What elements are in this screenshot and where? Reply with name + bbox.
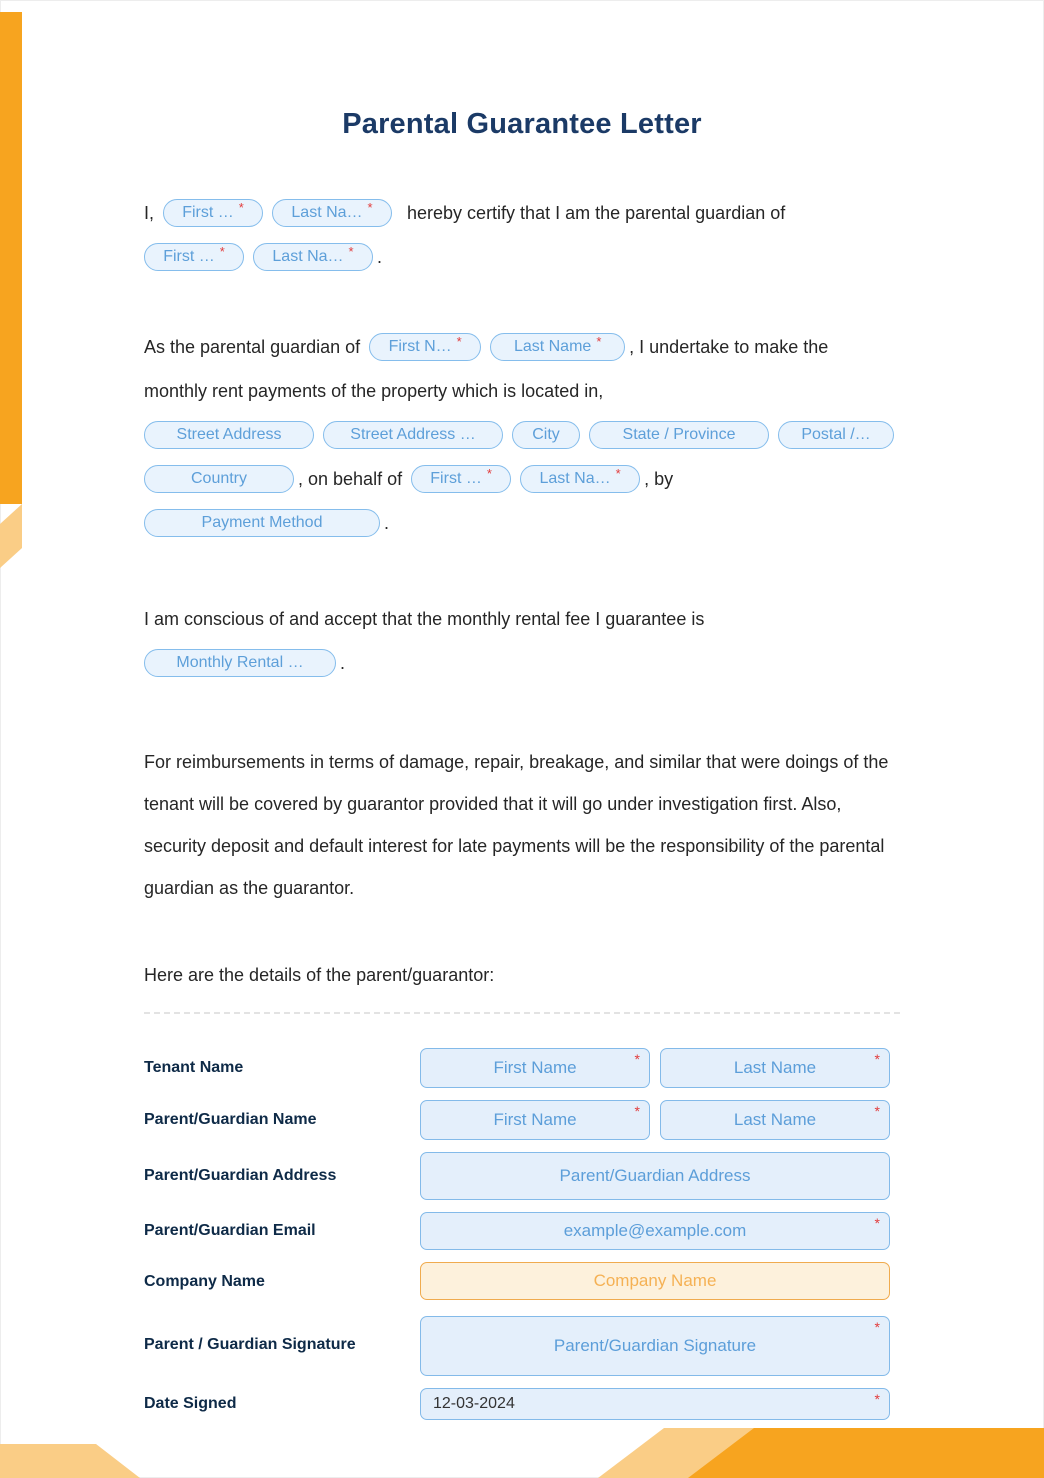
ward-first-name-field[interactable] bbox=[144, 243, 244, 271]
guardian-last-name-input[interactable] bbox=[660, 1100, 890, 1140]
tenant-name-label: Tenant Name bbox=[144, 1059, 244, 1076]
bottom-light-accent bbox=[598, 1428, 760, 1478]
undertaking-text-6: . bbox=[384, 512, 390, 533]
required-asterisk: * bbox=[874, 1319, 880, 1335]
tenant-last-name-input[interactable] bbox=[660, 1048, 890, 1088]
required-asterisk: * bbox=[634, 1051, 640, 1067]
tenant-first-name-input-placeholder: First Name bbox=[493, 1058, 577, 1077]
date-signed-fields bbox=[420, 1388, 890, 1420]
company-name-row bbox=[144, 1262, 900, 1302]
tenant-first-name-input[interactable] bbox=[420, 1048, 650, 1088]
company-name-label: Company Name bbox=[144, 1273, 265, 1290]
required-asterisk: * bbox=[367, 199, 373, 215]
rental-fee-line-1 bbox=[144, 597, 900, 641]
required-asterisk: * bbox=[456, 333, 462, 349]
guardian-first-name-input-placeholder: First Name bbox=[493, 1110, 577, 1129]
guardian-signature-input[interactable] bbox=[420, 1316, 890, 1376]
undertaking-text-4: , on behalf of bbox=[298, 468, 403, 489]
tenant-last-name-placeholder: Last Name bbox=[513, 338, 592, 355]
guarantor-first-name-field[interactable] bbox=[163, 199, 263, 227]
company-name-input-placeholder: Company Name bbox=[593, 1271, 717, 1290]
city-field[interactable] bbox=[512, 421, 580, 449]
guardian-email-input[interactable] bbox=[420, 1212, 890, 1250]
guardian-name-row bbox=[144, 1100, 900, 1140]
undertaking-line-5 bbox=[144, 501, 900, 545]
tenant-last-name-input-placeholder: Last Name bbox=[733, 1058, 817, 1077]
guardian-signature-label: Parent / Guardian Signature bbox=[144, 1336, 356, 1353]
intro-text-1: I, bbox=[144, 202, 155, 223]
rental-fee-text-2: . bbox=[340, 652, 346, 673]
intro-paragraph bbox=[144, 191, 900, 279]
document-content bbox=[0, 108, 1044, 1420]
country-field[interactable] bbox=[144, 465, 294, 493]
required-asterisk: * bbox=[348, 243, 354, 259]
guardian-address-fields bbox=[420, 1152, 890, 1200]
guardian-name-fields bbox=[420, 1100, 890, 1140]
guarantor-last-name-field[interactable] bbox=[272, 199, 392, 227]
guardian-name-label: Parent/Guardian Name bbox=[144, 1111, 317, 1128]
date-signed-input[interactable] bbox=[420, 1388, 890, 1420]
guarantor-details-section bbox=[144, 1048, 900, 1420]
payment-method-field[interactable] bbox=[144, 509, 380, 537]
guardian-signature-input-placeholder: Parent/Guardian Signature bbox=[553, 1336, 757, 1355]
intro-text-2: hereby certify that I am the parental guardian of bbox=[407, 202, 786, 223]
behalf-first-name-field[interactable] bbox=[411, 465, 511, 493]
undertaking-text-3: monthly rent payments of the property which is located in, bbox=[144, 380, 604, 401]
guardian-signature-fields bbox=[420, 1314, 890, 1376]
date-signed-label: Date Signed bbox=[144, 1395, 237, 1412]
tenant-first-name-field[interactable] bbox=[369, 333, 481, 361]
required-asterisk: * bbox=[874, 1051, 880, 1067]
state-province-field[interactable] bbox=[589, 421, 769, 449]
required-asterisk: * bbox=[615, 465, 621, 481]
monthly-rental-amount-field[interactable] bbox=[144, 649, 336, 677]
required-asterisk: * bbox=[874, 1215, 880, 1231]
undertaking-line-1 bbox=[144, 325, 900, 369]
payment-method-placeholder: Payment Method bbox=[201, 514, 323, 531]
intro-line-2 bbox=[144, 235, 900, 279]
postal-code-placeholder: Postal /… bbox=[801, 426, 871, 443]
behalf-last-name-field[interactable] bbox=[520, 465, 640, 493]
postal-code-field[interactable] bbox=[778, 421, 894, 449]
state-province-placeholder: State / Province bbox=[622, 426, 736, 443]
ward-last-name-field[interactable] bbox=[253, 243, 373, 271]
intro-text-3: . bbox=[377, 246, 383, 267]
guardian-address-label: Parent/Guardian Address bbox=[144, 1167, 337, 1184]
date-signed-row bbox=[144, 1388, 900, 1420]
reimbursement-paragraph: For reimbursements in terms of damage, repair, breakage, and similar that were doings of the tenant will be covered by guarantor provided that it will go under investigation first. Also, security deposit and default interest for late payments will be the responsibility of the parental guardian as the guarantor. bbox=[144, 752, 889, 898]
rental-fee-line-2 bbox=[144, 641, 900, 685]
bottom-right-accent bbox=[688, 1428, 1044, 1478]
guardian-address-input-placeholder: Parent/Guardian Address bbox=[559, 1166, 751, 1185]
required-asterisk: * bbox=[238, 199, 244, 215]
tenant-name-row bbox=[144, 1048, 900, 1088]
guarantor-last-name-placeholder: Last Na… bbox=[291, 204, 363, 221]
required-asterisk: * bbox=[486, 465, 492, 481]
company-name-fields bbox=[420, 1262, 890, 1302]
guardian-email-row bbox=[144, 1212, 900, 1250]
required-asterisk: * bbox=[219, 243, 225, 259]
behalf-last-name-placeholder: Last Na… bbox=[539, 470, 611, 487]
guardian-email-label: Parent/Guardian Email bbox=[144, 1222, 316, 1239]
bottom-left-accent bbox=[0, 1444, 140, 1478]
street-address-2-field[interactable] bbox=[323, 421, 503, 449]
guardian-signature-row bbox=[144, 1314, 900, 1376]
country-placeholder: Country bbox=[190, 470, 248, 487]
ward-first-name-placeholder: First … bbox=[163, 248, 215, 265]
guardian-email-fields bbox=[420, 1212, 890, 1250]
monthly-rental-amount-placeholder: Monthly Rental … bbox=[176, 654, 304, 671]
date-signed-value: 12-03-2024 bbox=[433, 1395, 515, 1412]
guardian-address-row bbox=[144, 1152, 900, 1200]
rental-fee-text-1: I am conscious of and accept that the monthly rental fee I guarantee is bbox=[144, 608, 705, 629]
ward-last-name-placeholder: Last Na… bbox=[272, 248, 344, 265]
street-address-placeholder: Street Address bbox=[176, 426, 282, 443]
undertaking-paragraph bbox=[144, 325, 900, 545]
guardian-address-input[interactable] bbox=[420, 1152, 890, 1200]
behalf-first-name-placeholder: First … bbox=[430, 470, 482, 487]
tenant-first-name-placeholder: First N… bbox=[388, 338, 452, 355]
page-title: Parental Guarantee Letter bbox=[342, 108, 702, 140]
undertaking-line-3 bbox=[144, 413, 900, 457]
required-asterisk: * bbox=[874, 1103, 880, 1119]
guarantor-first-name-placeholder: First … bbox=[182, 204, 234, 221]
undertaking-text-5: , by bbox=[644, 468, 674, 489]
rental-fee-paragraph bbox=[144, 597, 900, 685]
required-asterisk: * bbox=[634, 1103, 640, 1119]
company-name-input[interactable] bbox=[420, 1262, 890, 1300]
guardian-email-input-placeholder: example@example.com bbox=[563, 1221, 747, 1240]
undertaking-text-1: As the parental guardian of bbox=[144, 336, 361, 357]
guardian-first-name-input[interactable] bbox=[420, 1100, 650, 1140]
details-heading: Here are the details of the parent/guarantor: bbox=[144, 965, 495, 985]
required-asterisk: * bbox=[596, 333, 602, 349]
tenant-name-fields bbox=[420, 1048, 890, 1088]
dashed-divider bbox=[144, 1012, 900, 1014]
guardian-last-name-input-placeholder: Last Name bbox=[733, 1110, 817, 1129]
undertaking-line-2 bbox=[144, 369, 900, 413]
undertaking-text-2: , I undertake to make the bbox=[629, 336, 829, 357]
intro-line-1 bbox=[144, 191, 900, 235]
street-address-field[interactable] bbox=[144, 421, 314, 449]
required-asterisk: * bbox=[874, 1391, 880, 1407]
street-address-2-placeholder: Street Address … bbox=[350, 426, 476, 443]
city-placeholder: City bbox=[532, 426, 560, 443]
tenant-last-name-field[interactable] bbox=[490, 333, 625, 361]
undertaking-line-4 bbox=[144, 457, 900, 501]
